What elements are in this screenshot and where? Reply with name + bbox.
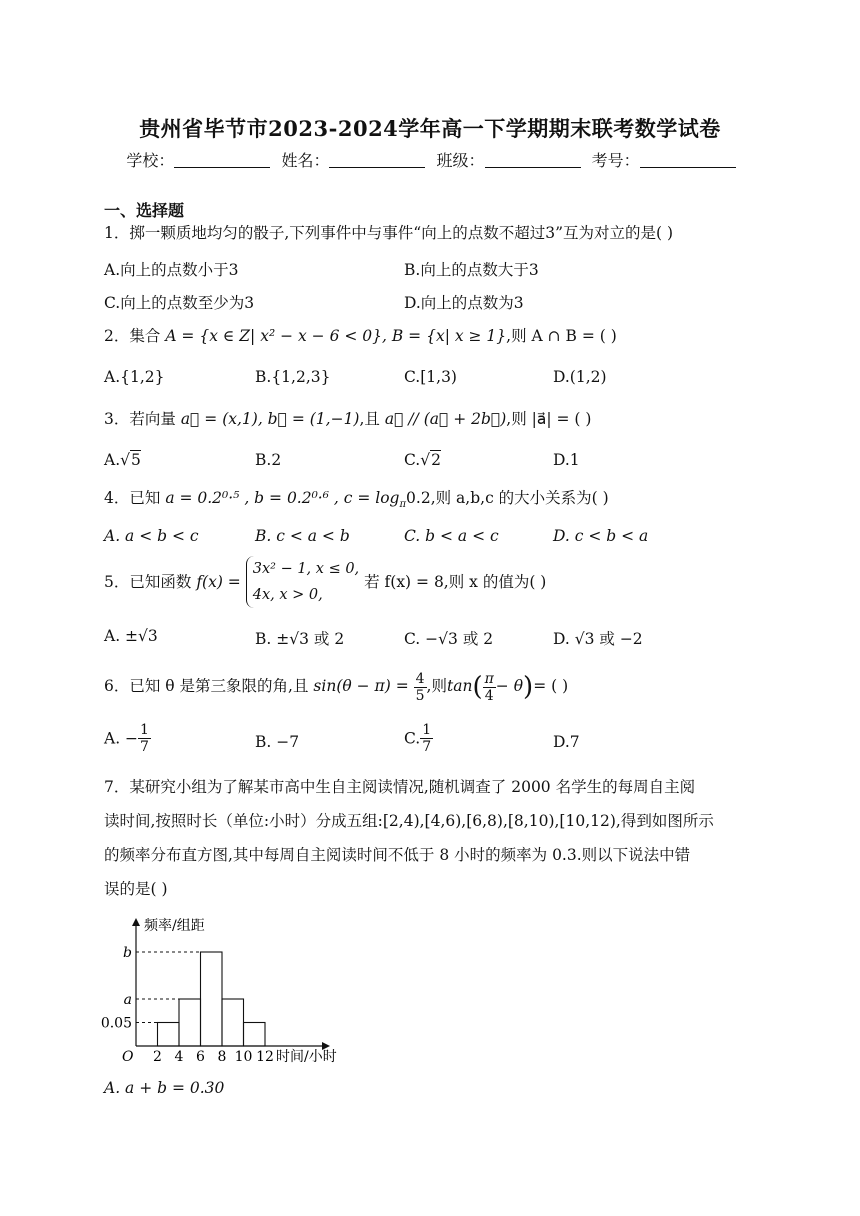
q6-pi-den: 4 — [484, 687, 494, 704]
student-info-row — [0, 148, 860, 171]
question-3-stem — [104, 408, 591, 430]
q7-line-1: 7．某研究小组为了解某市高中生自主阅读情况,随机调查了 2000 名学生的每周自主阅 — [104, 778, 696, 796]
q6-fraction — [414, 671, 427, 704]
q6-mid: ,则 — [426, 677, 447, 695]
name-blank[interactable] — [329, 153, 425, 168]
q4-prefix: 4．已知 — [104, 489, 161, 507]
q3-option-c: C.√2 — [404, 451, 441, 469]
q2-option-c: C.[1,3) — [404, 368, 457, 386]
y-axis-arrow — [132, 918, 140, 926]
q3-condition: a⃗ // (a⃗ + 2b⃗) — [384, 410, 507, 428]
q6-option-a-fraction — [138, 722, 151, 755]
q6-option-c — [404, 722, 433, 755]
origin-label: O — [122, 1049, 134, 1065]
histogram-bar-5 — [244, 1023, 266, 1047]
q4-option-d: D. c < b < a — [553, 527, 649, 545]
q2-set-a: A = {x ∈ Z| x² − x − 6 < 0} — [165, 327, 383, 345]
q3-prefix: 3．若向量 — [104, 410, 176, 428]
question-2-stem — [104, 325, 617, 347]
x-tick-label: 6 — [196, 1049, 205, 1065]
q3-suffix: ,则 |a⃗| = ( ) — [506, 410, 592, 428]
question-6-stem — [104, 668, 568, 705]
class-blank[interactable] — [485, 153, 581, 168]
q6-pi-num: π — [484, 670, 494, 687]
q6-tan-post: − θ — [495, 677, 524, 695]
q2-option-a: A.{1,2} — [104, 368, 165, 386]
histogram-bar-3 — [201, 952, 223, 1046]
q2-prefix: 2．集合 — [104, 327, 161, 345]
x-tick-label: 8 — [217, 1049, 227, 1065]
y-tick-label: b — [123, 945, 132, 961]
q1-option-d: D.向上的点数为3 — [404, 294, 524, 312]
q3-option-b: B.2 — [255, 451, 282, 469]
q7-line-4: 误的是( ) — [104, 880, 168, 898]
q5-piecewise — [246, 556, 359, 608]
q1-option-c: C.向上的点数至少为3 — [104, 294, 255, 312]
school-label: 学校： — [126, 151, 175, 170]
question-1-stem: 1．掷一颗质地均匀的骰子,下列事件中与事件“向上的点数不超过3”互为对立的是( ) — [104, 224, 674, 242]
q5-case-1: 3x² − 1, x ≤ 0, — [252, 561, 360, 577]
histogram-bar-1 — [158, 1023, 180, 1047]
q5-function: f(x) = — [196, 573, 241, 591]
q6-tan: tan — [446, 677, 473, 695]
x-axis-label: 时间/小时 — [276, 1049, 337, 1065]
q7-option-a: A. a + b = 0.30 — [104, 1079, 225, 1097]
q6-right-paren: ) — [523, 672, 534, 702]
q3-option-a-label: A. — [104, 451, 121, 469]
q3-vectors: a⃗ = (x,1), b⃗ = (1,−1) — [180, 410, 360, 428]
q5-suffix: 若 f(x) = 8,则 x 的值为( ) — [364, 573, 547, 591]
q6-fraction-num: 4 — [415, 670, 425, 687]
q6-pi-fraction — [483, 671, 496, 704]
q6-option-a-num: 1 — [140, 722, 149, 738]
school-blank[interactable] — [174, 153, 270, 168]
exam-number-blank[interactable] — [640, 153, 736, 168]
q5-option-b: B. ±√3 或 2 — [255, 630, 345, 648]
q6-left-paren: ( — [472, 672, 483, 702]
q5-option-a: A. ±√3 — [104, 627, 158, 645]
section-heading: 一、选择题 — [104, 201, 185, 220]
question-4-stem — [104, 487, 609, 516]
q3-option-c-label: C. — [404, 451, 421, 469]
q6-option-b: B. −7 — [255, 733, 300, 751]
x-tick-label: 2 — [153, 1049, 162, 1065]
q4-option-c: C. b < a < c — [404, 527, 499, 545]
q4-expression-2: 0.2 — [406, 489, 431, 507]
q2-suffix: ,则 A ∩ B = ( ) — [506, 327, 617, 345]
q6-option-c-label: C. — [404, 729, 421, 748]
x-tick-label: 4 — [174, 1049, 184, 1065]
q6-sin: sin(θ − π) = — [313, 677, 409, 695]
q5-option-d: D. √3 或 −2 — [553, 630, 643, 648]
name-label: 姓名： — [281, 151, 330, 170]
q5-case-2: 4x, x > 0, — [252, 587, 323, 603]
q3-mid: ,且 — [359, 410, 380, 428]
q1-option-a: A.向上的点数小于3 — [104, 261, 239, 279]
q1-option-b: B.向上的点数大于3 — [404, 261, 539, 279]
q6-fraction-den: 5 — [415, 687, 425, 704]
y-tick-label: a — [123, 992, 132, 1008]
x-tick-label: 10 — [234, 1049, 253, 1065]
question-5-stem — [104, 556, 546, 608]
q6-option-a-label: A. − — [104, 729, 139, 748]
q6-option-a — [104, 722, 151, 755]
frequency-histogram — [100, 912, 360, 1072]
q5-option-c: C. −√3 或 2 — [404, 630, 494, 648]
q3-option-a: A.√5 — [104, 451, 141, 469]
q5-prefix: 5．已知函数 — [104, 573, 192, 591]
q3-option-c-radicand: 2 — [431, 451, 441, 469]
q4-log-base: π — [399, 499, 407, 511]
q6-option-d: D.7 — [553, 733, 580, 751]
q6-option-c-fraction — [420, 722, 433, 755]
q7-line-3: 的频率分布直方图,其中每周自主阅读时间不低于 8 小时的频率为 0.3.则以下说法中错 — [104, 846, 691, 864]
q2-option-d: D.(1,2) — [553, 368, 607, 386]
q6-suffix: = ( ) — [533, 677, 569, 695]
x-tick-label: 12 — [256, 1049, 274, 1065]
class-label: 班级： — [436, 151, 485, 170]
q3-option-d: D.1 — [553, 451, 580, 469]
q4-suffix: ,则 a,b,c 的大小关系为( ) — [430, 489, 609, 507]
q6-option-a-den: 7 — [140, 739, 149, 755]
q4-expression: a = 0.2⁰·⁵ , b = 0.2⁰·⁶ , c = log — [165, 489, 400, 507]
q2-option-b: B.{1,2,3} — [255, 368, 331, 386]
question-7-stem — [104, 770, 756, 906]
y-tick-label: 0.05 — [100, 1015, 132, 1032]
histogram-bar-2 — [179, 999, 201, 1046]
exam-title: 贵州省毕节市2023-2024学年高一下学期期末联考数学试卷 — [139, 116, 721, 141]
q7-line-2: 读时间,按照时长（单位:小时）分成五组:[2,4),[4,6),[6,8),[8,10),[10,12),得到如图所示 — [104, 812, 714, 830]
q6-option-c-num: 1 — [422, 722, 432, 738]
histogram-bar-4 — [222, 999, 244, 1046]
q6-option-c-den: 7 — [422, 739, 432, 755]
q4-option-b: B. c < a < b — [255, 527, 350, 545]
q2-set-b: , B = {x| x ≥ 1} — [382, 327, 507, 345]
q3-option-a-radicand: 5 — [131, 451, 141, 469]
q6-prefix: 6．已知 θ 是第三象限的角,且 — [104, 677, 309, 695]
y-axis-label: 频率/组距 — [144, 918, 205, 934]
exam-number-label: 考号： — [591, 151, 640, 170]
q4-option-a: A. a < b < c — [104, 527, 199, 545]
